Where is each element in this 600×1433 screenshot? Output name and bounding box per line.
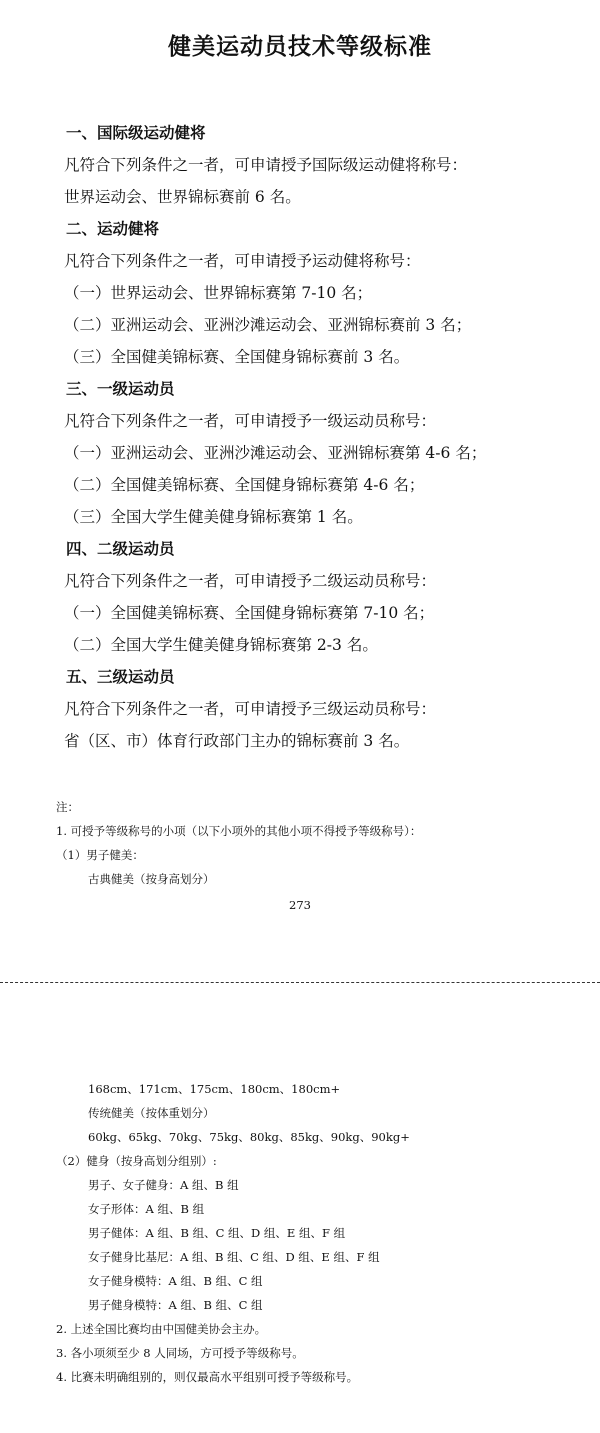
note-detail: 男子、女子健身：A 组、B 组 bbox=[88, 1178, 239, 1192]
section-first-class bbox=[0, 373, 600, 533]
section-paragraph: （二）亚洲运动会、亚洲沙滩运动会、亚洲锦标赛前 3 名； bbox=[64, 316, 472, 334]
note-detail: 男子健体：A 组、B 组、C 组、D 组、E 组、F 组 bbox=[88, 1226, 346, 1240]
note-item: 2. 上述全国比赛均由中国健美协会主办。 bbox=[56, 1322, 267, 1336]
section-paragraph: 凡符合下列条件之一者，可申请授予一级运动员称号： bbox=[64, 412, 437, 430]
note-detail: 传统健美（按体重划分） bbox=[88, 1106, 215, 1120]
notes-label: 注： bbox=[56, 800, 79, 814]
section-paragraph: 凡符合下列条件之一者，可申请授予运动健将称号： bbox=[64, 252, 421, 270]
note-detail: 女子形体：A 组、B 组 bbox=[88, 1202, 205, 1216]
section-paragraph: 世界运动会、世界锦标赛前 6 名。 bbox=[64, 188, 301, 206]
section-paragraph: （三）全国大学生健美健身锦标赛第 1 名。 bbox=[64, 508, 363, 526]
note-item: 4. 比赛未明确组别的，则仅最高水平组别可授予等级称号。 bbox=[56, 1370, 359, 1384]
section-paragraph: （一）全国健美锦标赛、全国健身锦标赛第 7-10 名； bbox=[64, 604, 435, 622]
section-paragraph: （一）亚洲运动会、亚洲沙滩运动会、亚洲锦标赛第 4-6 名； bbox=[64, 444, 487, 462]
section-master bbox=[0, 213, 600, 373]
section-paragraph: 凡符合下列条件之一者，可申请授予三级运动员称号： bbox=[64, 700, 437, 718]
section-paragraph: 省（区、市）体育行政部门主办的锦标赛前 3 名。 bbox=[64, 732, 410, 750]
section-heading: 二、运动健将 bbox=[66, 220, 160, 238]
standards-body bbox=[0, 117, 600, 757]
note-detail: 男子健身模特：A 组、B 组、C 组 bbox=[88, 1298, 263, 1312]
note-detail: 60kg、65kg、70kg、75kg、80kg、85kg、90kg、90kg+ bbox=[88, 1130, 410, 1144]
section-second-class bbox=[0, 533, 600, 661]
section-heading: 四、二级运动员 bbox=[66, 540, 175, 558]
section-third-class bbox=[0, 661, 600, 757]
section-international-master bbox=[0, 117, 600, 213]
section-paragraph: 凡符合下列条件之一者，可申请授予二级运动员称号： bbox=[64, 572, 437, 590]
note-detail: 168cm、171cm、175cm、180cm、180cm+ bbox=[88, 1082, 341, 1096]
section-heading: 五、三级运动员 bbox=[66, 668, 175, 686]
note-subitem: （2）健身（按身高划分组别）: bbox=[56, 1154, 217, 1168]
section-paragraph: （三）全国健美锦标赛、全国健身锦标赛前 3 名。 bbox=[64, 348, 410, 366]
note-subitem: （1）男子健美： bbox=[56, 848, 144, 862]
section-heading: 一、国际级运动健将 bbox=[66, 124, 206, 142]
section-paragraph: 凡符合下列条件之一者，可申请授予国际级运动健将称号： bbox=[64, 156, 468, 174]
section-paragraph: （一）世界运动会、世界锦标赛第 7-10 名； bbox=[64, 284, 373, 302]
section-heading: 三、一级运动员 bbox=[66, 380, 175, 398]
note-item: 3. 各小项须至少 8 人同场，方可授予等级称号。 bbox=[56, 1346, 304, 1360]
note-detail: 女子健身比基尼：A 组、B 组、C 组、D 组、E 组、F 组 bbox=[88, 1250, 380, 1264]
note-detail: 古典健美（按身高划分） bbox=[88, 872, 215, 886]
section-paragraph: （二）全国健美锦标赛、全国健身锦标赛第 4-6 名； bbox=[64, 476, 425, 494]
notes-page1 bbox=[0, 795, 600, 891]
document-title: 健美运动员技术等级标准 bbox=[168, 34, 432, 60]
page-break-divider bbox=[0, 982, 600, 983]
notes-page2 bbox=[0, 1077, 600, 1389]
note-item: 1. 可授予等级称号的小项（以下小项外的其他小项不得授予等级称号）： bbox=[56, 824, 422, 838]
page-number: 273 bbox=[289, 898, 311, 912]
section-paragraph: （二）全国大学生健美健身锦标赛第 2-3 名。 bbox=[64, 636, 378, 654]
note-detail: 女子健身模特：A 组、B 组、C 组 bbox=[88, 1274, 263, 1288]
